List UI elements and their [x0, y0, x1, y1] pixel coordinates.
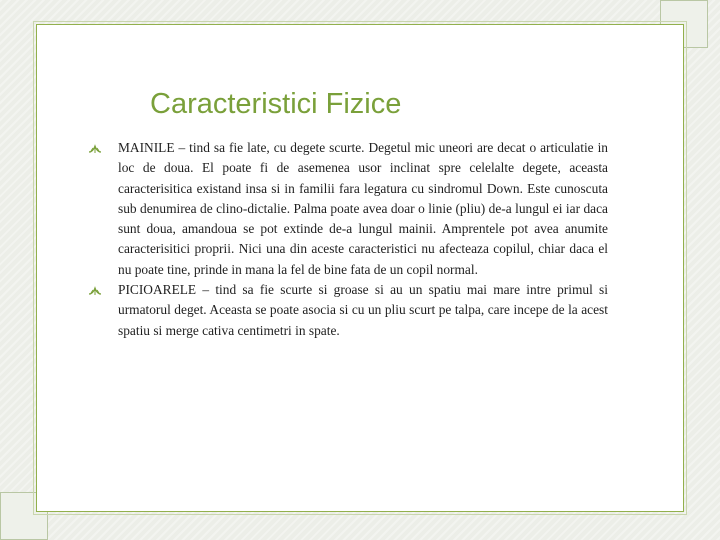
slide-title: Caracteristici Fizice	[150, 88, 402, 120]
bullet-text: MAINILE – tind sa fie late, cu degete scurte. Degetul mic uneori are decat o articulatie in loc de doua. El poate fi de asemenea usor inclinat spre celelalte degete, aceasta caracterisitica existand insa si in familii fara legatura cu sindromul Down. Este cunoscuta sub denumirea de clino-dictalie. Palma poate avea doar o linie (pliu) de-a lungul ei iar daca sunt doua, amandoua se pot extinde de-a lungul mainii. Amprentele pot avea anumite caracterisitici proprii. Nici una din aceste caracteristici nu afecteaza copilul, chiar daca el nu poate tine, prinde in mana la fel de bine fata de un copil normal.	[118, 140, 608, 277]
bullet-item-picioare	[88, 280, 608, 341]
leaf-bullet-icon	[88, 285, 102, 296]
bullet-text: PICIOARELE – tind sa fie scurte si groase si au un spatiu mai mare intre primul si urmatorul deget. Aceasta se poate asocia si cu un pliu scurt pe talpa, care incepe de la acest spatiu si merge cativa centimetri in spate.	[118, 282, 608, 338]
bullet-list	[88, 138, 608, 341]
bullet-item-maini	[88, 138, 608, 280]
leaf-bullet-icon	[88, 143, 102, 154]
